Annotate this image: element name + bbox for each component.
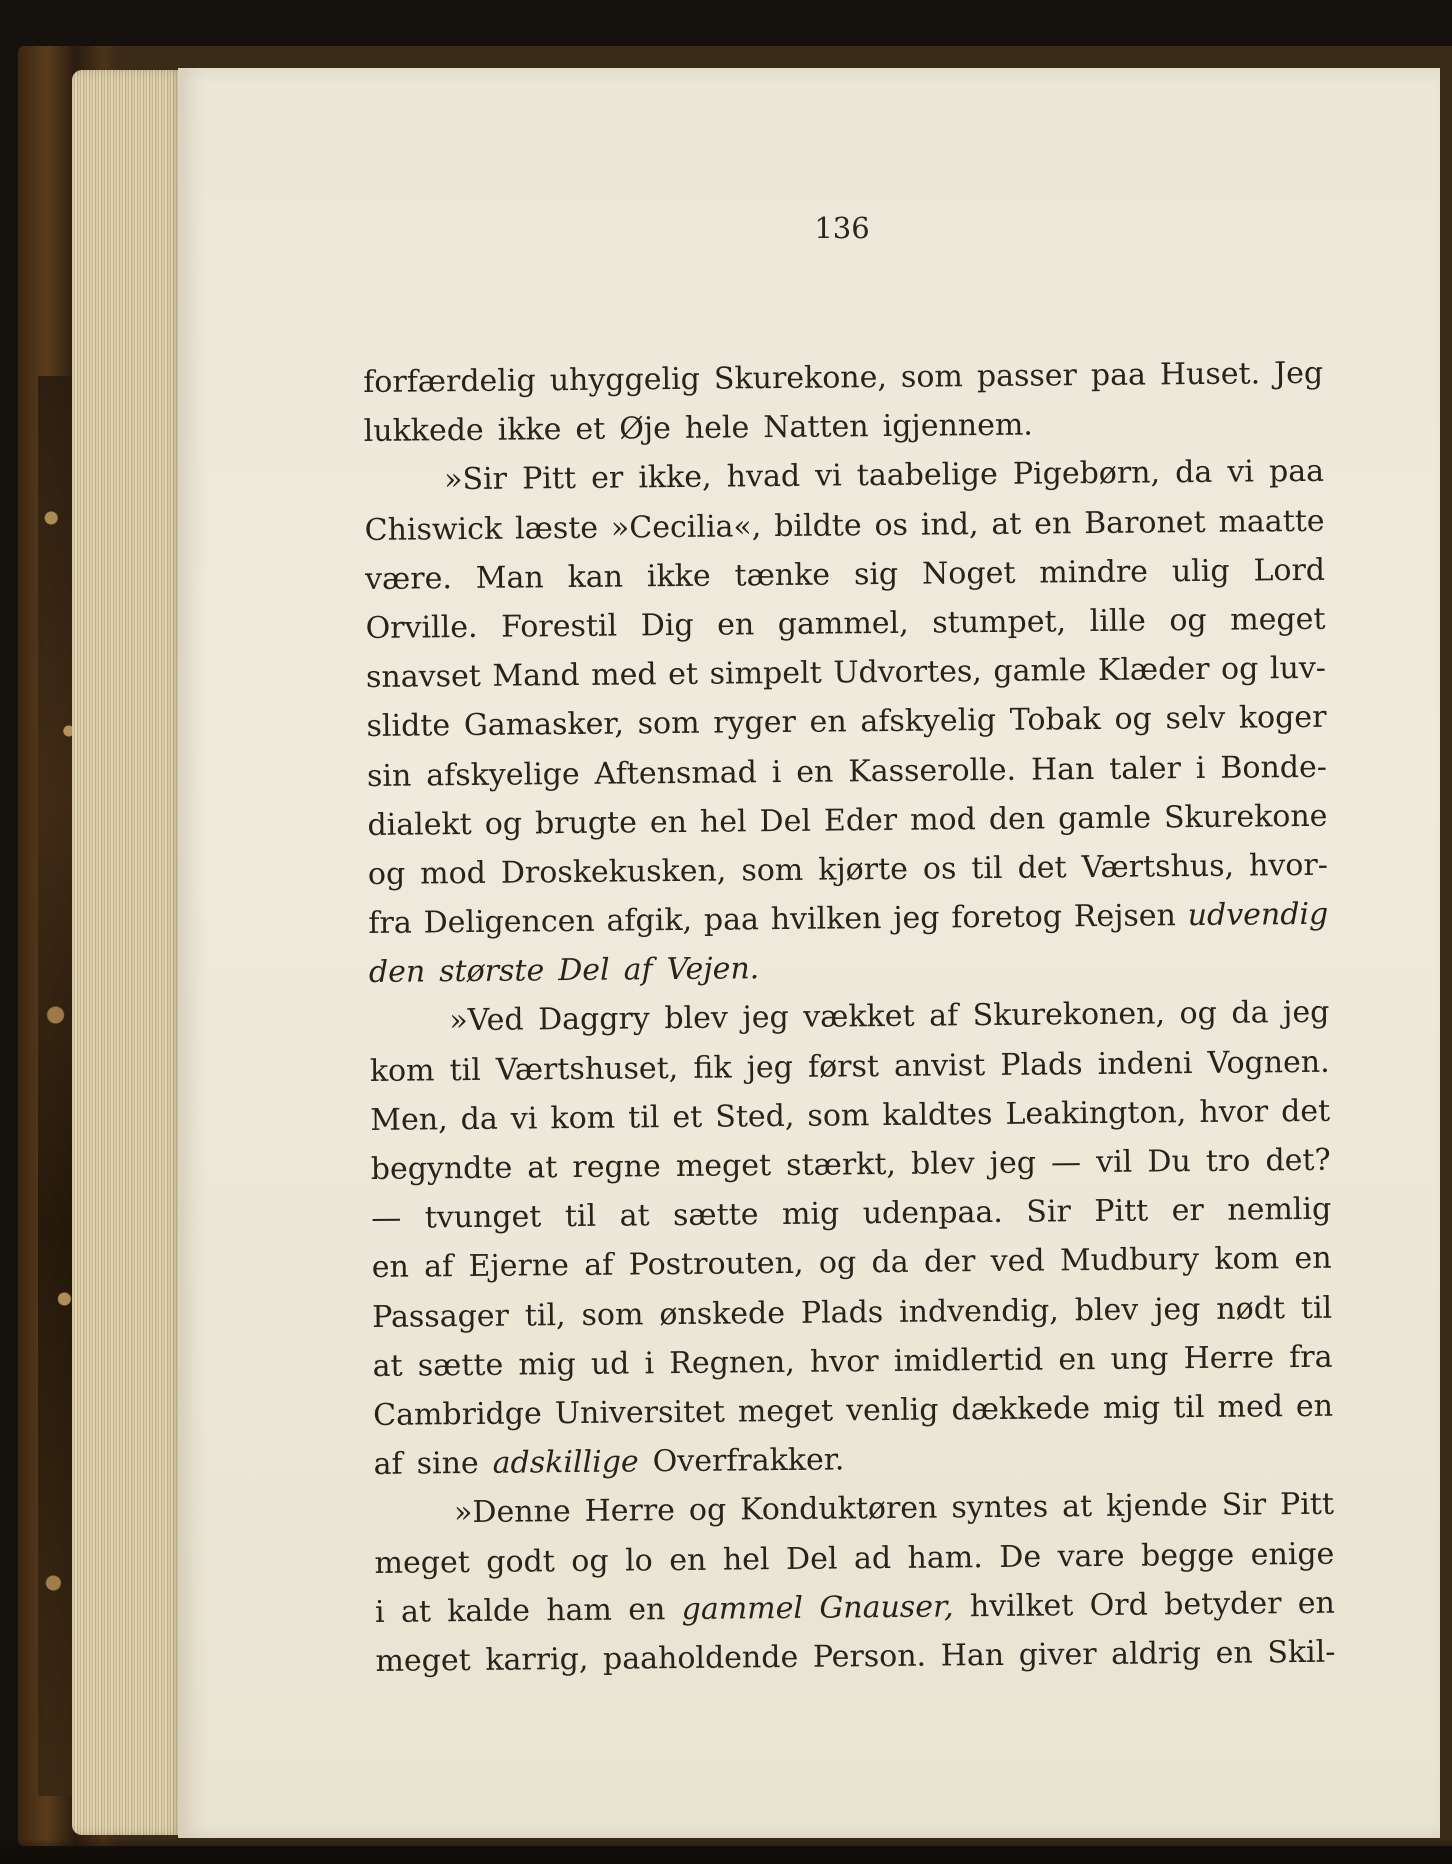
word: Aftensmad: [594, 754, 758, 792]
word: og: [367, 856, 406, 892]
word: et: [672, 1099, 703, 1135]
word: jeg: [1282, 995, 1330, 1031]
word: ud: [590, 1346, 630, 1382]
word: Men,: [370, 1102, 448, 1138]
word: maatte: [1218, 503, 1325, 540]
word: lukkede: [363, 413, 484, 450]
text-line: [373, 1382, 1333, 1440]
word: Plads: [1000, 1046, 1083, 1083]
word: brugte: [534, 805, 638, 842]
word: ved: [990, 1243, 1045, 1280]
word: kjende: [1105, 1488, 1208, 1525]
word: mig: [781, 1196, 840, 1233]
word: at: [372, 1348, 403, 1384]
word: Noget: [921, 555, 1016, 592]
word: Tobak: [1009, 702, 1101, 739]
word: jeg: [746, 1049, 794, 1085]
word: en: [1215, 1635, 1253, 1671]
word: Klæder: [1097, 652, 1210, 689]
word: at: [400, 1594, 432, 1630]
word: hvilken: [770, 901, 882, 938]
word: syntes: [951, 1489, 1049, 1526]
word: af: [623, 952, 653, 988]
word: Rejsen: [1073, 898, 1177, 935]
word: os: [874, 507, 909, 543]
word: og: [1179, 996, 1218, 1032]
word: enige: [1250, 1536, 1335, 1573]
word: Del: [558, 952, 610, 989]
book-page: [178, 68, 1440, 1838]
word: ulig: [1171, 553, 1230, 589]
word: ung: [1110, 1341, 1169, 1377]
word: simpelt: [709, 655, 822, 692]
word: i: [1195, 750, 1206, 786]
word: mindre: [1039, 554, 1149, 591]
word: af: [373, 1446, 403, 1483]
word: Pitt: [521, 461, 577, 497]
word: Sted,: [715, 1098, 795, 1135]
word: og: [1220, 651, 1259, 687]
word: en: [717, 607, 755, 643]
word: Baronet: [1083, 504, 1206, 541]
word: sin: [366, 758, 412, 794]
word: Herre: [1183, 1340, 1275, 1376]
word: meget: [374, 1544, 470, 1581]
word: stumpet,: [932, 604, 1067, 641]
word: De: [999, 1539, 1042, 1575]
word: jeg: [742, 1000, 789, 1036]
word: som: [637, 706, 700, 742]
word: indvendig,: [898, 1292, 1059, 1330]
word: en: [809, 704, 847, 741]
word: udenpaa.: [862, 1195, 1004, 1232]
word: blev: [910, 1146, 975, 1182]
word: Dig: [640, 607, 694, 644]
word: sine: [416, 1446, 479, 1482]
word: da: [1175, 455, 1213, 491]
word: en: [1297, 1585, 1336, 1621]
word: jeg: [1153, 1291, 1201, 1328]
word: Du: [1147, 1144, 1191, 1180]
word: som: [900, 359, 964, 395]
text-line: [366, 693, 1326, 751]
word: Forestil: [500, 608, 618, 645]
word: kom: [1214, 1241, 1280, 1278]
word: Udvortes,: [833, 654, 983, 691]
word: »Denne: [453, 1494, 571, 1531]
word: kaldtes: [882, 1096, 993, 1133]
word: snavset: [365, 659, 481, 696]
word: Del: [785, 1541, 838, 1577]
word: Deligencen: [423, 903, 595, 941]
word: Leakington,: [1005, 1094, 1187, 1132]
word: Skurekonen,: [972, 996, 1166, 1034]
word: hvor-: [1248, 847, 1329, 884]
word: afgik,: [606, 902, 693, 939]
word: Plads: [800, 1294, 884, 1331]
word: kalde: [447, 1593, 531, 1629]
word: gamle: [993, 653, 1087, 690]
word: anvist: [893, 1047, 986, 1084]
word: vi: [1227, 454, 1255, 491]
word: at: [991, 506, 1022, 542]
word: til: [1300, 1290, 1333, 1326]
word: paa: [1090, 357, 1147, 394]
word: os: [922, 851, 957, 887]
word: bildte: [774, 507, 862, 544]
word: en: [1058, 1341, 1096, 1378]
word: meget: [675, 1148, 772, 1185]
word: Skurekone: [1163, 798, 1328, 836]
word: taabelige: [856, 457, 998, 494]
word: hele: [684, 410, 750, 447]
word: og: [818, 1245, 857, 1282]
word: hvilket: [969, 1587, 1074, 1624]
word: gammel,: [777, 605, 909, 642]
body-text: [363, 349, 1336, 1686]
word: betyder: [1164, 1585, 1282, 1623]
word: vi: [510, 1101, 538, 1137]
word: »Sir: [444, 461, 508, 498]
word: kjørte: [818, 851, 909, 888]
word: paa: [1268, 454, 1325, 490]
word: hvor: [809, 1343, 879, 1380]
word: der: [923, 1244, 976, 1281]
word: det?: [1265, 1142, 1331, 1179]
word: Orville.: [365, 609, 478, 646]
word: som: [807, 1097, 870, 1134]
word: ad: [853, 1540, 892, 1576]
word: ikke: [497, 412, 562, 448]
word: at: [527, 1150, 558, 1186]
word: og: [1114, 701, 1152, 738]
word: tro: [1205, 1143, 1251, 1179]
word: vækket: [803, 999, 915, 1036]
word: hvad: [726, 459, 801, 495]
word: Bonde-: [1220, 749, 1328, 786]
word: Vejen.: [666, 951, 760, 988]
word: og: [688, 1492, 727, 1529]
text-line: [363, 349, 1323, 407]
word: Gnauser,: [819, 1589, 954, 1626]
word: da: [871, 1245, 909, 1281]
word: fik: [693, 1050, 732, 1086]
word: Eder: [823, 802, 898, 839]
word: Pitt: [1279, 1487, 1335, 1523]
word: sætte: [417, 1347, 504, 1384]
word: til: [449, 1052, 482, 1088]
word: adskillige: [492, 1444, 639, 1481]
word: sætte: [672, 1197, 759, 1234]
word: begyndte: [370, 1150, 513, 1187]
word: blev: [664, 1000, 729, 1037]
word: og: [571, 1543, 609, 1579]
word: mod: [909, 801, 977, 838]
word: aldrig: [1111, 1635, 1202, 1672]
word: Daggry: [537, 1001, 650, 1038]
word: være.: [364, 560, 453, 597]
word: Huset.: [1159, 356, 1261, 393]
word: som: [581, 1296, 644, 1333]
word: Man: [475, 560, 544, 596]
word: regne: [572, 1149, 661, 1186]
word: dialekt: [367, 806, 472, 843]
word: Værtshuset,: [495, 1050, 679, 1088]
word: indeni: [1097, 1045, 1193, 1082]
word: til: [627, 1100, 660, 1136]
word: største: [439, 953, 545, 990]
word: slidte: [366, 708, 451, 745]
word: kan: [567, 559, 624, 595]
word: at: [619, 1198, 650, 1234]
word: sig: [853, 556, 899, 593]
word: »Cecilia«,: [610, 508, 762, 546]
word: Mand: [492, 658, 580, 694]
word: Ejerne: [468, 1248, 570, 1285]
word: Værtshus,: [1081, 848, 1235, 885]
word: er: [590, 460, 624, 497]
word: gamle: [1057, 800, 1152, 837]
word: gammel: [681, 1590, 804, 1627]
word: en: [796, 754, 834, 790]
word: Sir: [1221, 1487, 1267, 1524]
word: Mudbury: [1059, 1242, 1200, 1279]
word: afskyelig: [860, 703, 997, 740]
word: begge: [1140, 1537, 1235, 1574]
word: forfærdelig: [363, 363, 536, 400]
word: nemlig: [1227, 1191, 1332, 1228]
word: Herre: [584, 1493, 676, 1530]
word: ikke,: [638, 460, 712, 496]
word: jeg: [989, 1145, 1037, 1182]
word: Cambridge: [372, 1396, 542, 1433]
word: fra: [1289, 1339, 1333, 1375]
word: en: [628, 1591, 666, 1628]
word: hvor: [1199, 1094, 1269, 1130]
word: giver: [1018, 1636, 1097, 1673]
word: Han: [940, 1637, 1005, 1674]
word: Sir: [1026, 1194, 1072, 1230]
word: passer: [976, 358, 1078, 395]
word: det: [1017, 850, 1067, 886]
word: ham: [546, 1592, 613, 1628]
word: hel: [699, 804, 747, 840]
word: —: [1050, 1145, 1082, 1181]
word: ham.: [907, 1539, 983, 1576]
word: koger: [1238, 700, 1327, 736]
word: Overfrakker.: [652, 1442, 845, 1480]
word: paaholdende: [602, 1639, 799, 1677]
word: lo: [624, 1542, 653, 1579]
word: ønskede: [659, 1295, 786, 1332]
word: jeg: [893, 900, 940, 936]
word: hel: [722, 1541, 770, 1578]
word: Del: [759, 803, 812, 839]
word: et: [575, 411, 606, 448]
word: i: [644, 1346, 655, 1382]
word: Natten: [763, 409, 869, 446]
word: paa: [703, 902, 760, 938]
word: tænke: [734, 557, 831, 594]
word: nødt: [1216, 1290, 1286, 1327]
word: Gamasker,: [463, 706, 625, 744]
word: Universitet: [554, 1394, 726, 1432]
word: —: [371, 1200, 402, 1237]
word: vi: [815, 458, 842, 495]
word: ind,: [920, 506, 979, 543]
word: kom: [369, 1052, 435, 1089]
word: blev: [1074, 1292, 1139, 1328]
word: taler: [1109, 750, 1182, 787]
word: til,: [524, 1297, 566, 1334]
word: Skurekone,: [713, 359, 888, 397]
word: kom: [550, 1100, 616, 1137]
word: Lord: [1253, 552, 1326, 589]
word: godt: [486, 1543, 555, 1580]
word: Han: [1030, 751, 1095, 788]
word: Pitt: [1094, 1193, 1149, 1230]
word: »Ved: [449, 1002, 524, 1039]
word: til: [1173, 1389, 1205, 1426]
word: udvendig: [1187, 896, 1329, 934]
text-line: [375, 1628, 1335, 1686]
word: den: [988, 801, 1046, 837]
word: med: [591, 657, 657, 693]
word: ikke: [646, 558, 711, 595]
word: foretog: [951, 899, 1063, 936]
word: Person.: [812, 1638, 927, 1675]
word: lille: [1089, 603, 1146, 639]
word: Kasserolle.: [848, 752, 1017, 789]
word: i: [771, 754, 782, 790]
word: i: [374, 1594, 385, 1630]
word: af: [584, 1248, 614, 1284]
word: vare: [1057, 1538, 1125, 1574]
word: igjennem.: [882, 407, 1034, 445]
word: en: [649, 804, 688, 840]
word: fra: [368, 905, 412, 942]
word: en: [1294, 1241, 1332, 1277]
word: Regnen,: [669, 1344, 795, 1381]
word: den: [368, 954, 426, 991]
word: med: [1217, 1389, 1284, 1425]
word: Chiswick: [364, 511, 503, 548]
word: meget: [375, 1642, 471, 1679]
word: læste: [514, 510, 599, 547]
word: karrig,: [485, 1641, 589, 1678]
word: dækkede: [951, 1391, 1091, 1428]
word: mod: [420, 855, 487, 892]
word: som: [741, 852, 804, 889]
text-line: [368, 841, 1328, 899]
word: venlig: [845, 1392, 939, 1429]
word: Pigebørn,: [1012, 455, 1161, 493]
word: først: [807, 1048, 880, 1085]
word: imidlertid: [893, 1342, 1044, 1379]
page-number: 136: [814, 211, 870, 245]
word: Droskekusken,: [500, 853, 727, 891]
word: vil: [1096, 1144, 1133, 1180]
word: Vognen.: [1207, 1044, 1330, 1081]
word: en: [371, 1249, 409, 1286]
word: da: [1231, 995, 1269, 1032]
word: Jeg: [1274, 355, 1324, 392]
word: Ord: [1089, 1587, 1149, 1623]
word: ryger: [713, 705, 797, 741]
word: selv: [1165, 701, 1226, 737]
word: mig: [1102, 1390, 1161, 1426]
word: til: [564, 1198, 597, 1235]
word: stærkt,: [786, 1146, 897, 1183]
word: Postrouten,: [628, 1246, 804, 1283]
word: meget: [737, 1393, 834, 1430]
word: af: [424, 1249, 454, 1285]
word: er: [1171, 1193, 1204, 1229]
bottom-shadow: [0, 1838, 1452, 1864]
word: Passager: [372, 1298, 510, 1335]
word: Skil-: [1267, 1634, 1336, 1671]
word: til: [971, 850, 1003, 887]
word: og: [1169, 602, 1207, 639]
word: Øje: [619, 411, 672, 447]
word: en: [1295, 1388, 1334, 1425]
page-edges: [72, 70, 182, 1835]
word: et: [668, 656, 699, 693]
word: uhyggelig: [549, 361, 701, 399]
word: da: [460, 1101, 498, 1137]
word: at: [1062, 1489, 1093, 1525]
word: af: [928, 998, 959, 1035]
word: afskyelige: [426, 756, 580, 793]
word: mig: [518, 1346, 576, 1383]
word: tvunget: [424, 1199, 542, 1236]
word: Konduktøren: [740, 1490, 938, 1528]
word: luv-: [1269, 650, 1327, 687]
word: meget: [1230, 601, 1326, 638]
word: en: [669, 1542, 707, 1578]
word: en: [1034, 505, 1072, 542]
word: og: [484, 806, 523, 842]
word: det: [1280, 1093, 1331, 1130]
